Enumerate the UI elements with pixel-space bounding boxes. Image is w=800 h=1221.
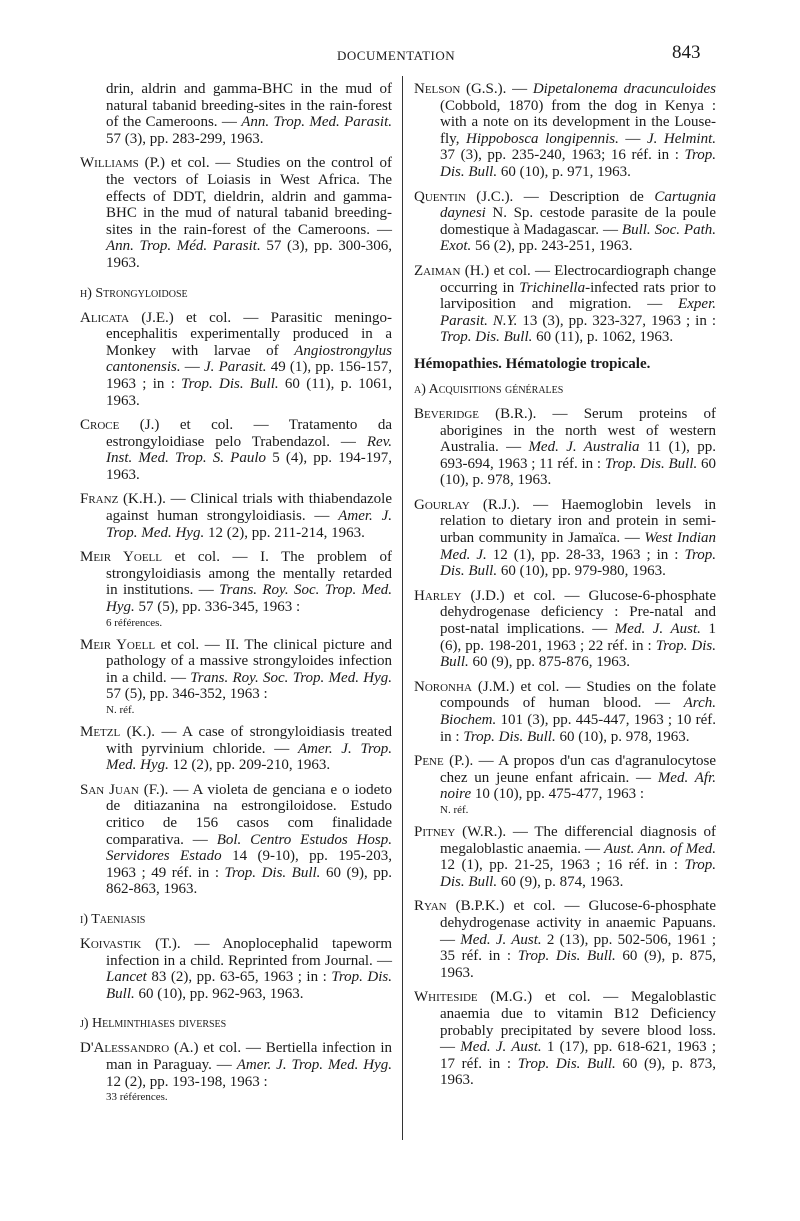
bib-entry <box>80 155 392 271</box>
entry-author: San Juan (F.). <box>80 781 169 798</box>
bib-entry <box>414 898 716 981</box>
entry-text: 57 (3), pp. 283-299, 1963. <box>106 130 264 147</box>
entry-text: drin, aldrin and gamma-BHC in the mud of natural tabanid breeding-sites in the rain-forest of the Cameroons. — <box>106 81 392 131</box>
bib-entry <box>414 989 716 1089</box>
bib-entry <box>80 936 392 1002</box>
reference-note: N. réf. <box>440 803 469 816</box>
entry-italic-text: Trichinella <box>519 279 586 296</box>
entry-italic-text: Trans. Roy. Soc. Trop. Med. Hyg. <box>106 582 392 616</box>
entry-text: et col. — Electrocardiograph change occurring in <box>440 262 717 296</box>
entry-author: Noronha (J.M.) <box>414 678 515 695</box>
entry-author: Meir Yoell <box>80 549 162 566</box>
entry-italic-text: Arch. Biochem. <box>440 695 716 728</box>
entry-italic-text: Angiostrongylus cantonensis. <box>106 342 392 376</box>
entry-text: — <box>618 130 647 147</box>
entry-text: 57 (5), pp. 336-345, 1963 : <box>134 599 301 616</box>
entry-italic-text: Trop. Dis. Bull. <box>224 864 321 881</box>
entry-text: 60 (10), p. 978, 1963. <box>440 455 717 489</box>
section-heading: j) Helminthiases diverses <box>80 1016 227 1032</box>
entry-text: 37 (3), pp. 235-240, 1963; 16 réf. in : <box>440 147 685 164</box>
entry-text: 13 (3), pp. 323-327, 1963 ; in : <box>517 312 716 329</box>
entry-italic-text: Bol. Centro Estudos Hosp. Servidores Estado <box>106 831 392 865</box>
entry-text: — A violeta de genciana e o iodeto de ditiazanina na estrongiloidose. Estudo critico de 156 casos com finalidade comparativa. — <box>106 781 392 848</box>
entry-italic-text: J. Parasit. <box>203 359 267 376</box>
entry-text: 57 (5), pp. 346-352, 1963 : <box>106 686 268 703</box>
entry-italic-text: Trop. Dis. Bull. <box>440 546 716 580</box>
entry-text: 60 (9), p. 874, 1963. <box>497 873 624 890</box>
entry-text: et col. — Megaloblastic anaemia due to vitamin B12 Deficiency probably precipitated by severe blood loss. — <box>440 989 716 1056</box>
reference-note: 6 références. <box>106 616 163 629</box>
bib-entry <box>80 724 392 774</box>
entry-text: — Description de <box>513 188 655 205</box>
entry-text: 12 (2), pp. 193-198, 1963 : <box>106 1073 268 1090</box>
entry-italic-text: Dipetalonema dracunculoides <box>532 81 717 97</box>
entry-author: Pene (P.). <box>414 753 474 770</box>
entry-italic-text: Trop. Dis. Bull. <box>440 857 716 890</box>
entry-text: et col. — Studies on the control of the vectors of Loiasis in West Africa. The effects of DDT, dieldrin, aldrin and gamma-BHC in the mud of natural tabanid breeding-sites in the rain-forest of the Cameroons. — <box>106 155 392 238</box>
right-column <box>414 81 716 1097</box>
entry-text: 57 (3), pp. 300-306, 1963. <box>106 238 392 271</box>
entry-text: 60 (11), p. 1061, 1963. <box>106 375 392 409</box>
entry-italic-text: Ann. Trop. Med. Parasit. <box>241 114 392 131</box>
entry-text: — Serum proteins of aborigines in the north west of western Australia. — <box>440 405 717 456</box>
entry-italic-text: Trop. Dis. Bull. <box>106 969 392 1002</box>
entry-italic-text: Med. J. Aust. <box>614 621 701 638</box>
entry-text: 14 (9-10), pp. 195-203, 1963 ; 49 réf. in : <box>106 848 393 881</box>
entry-author: Zaiman (H.) <box>414 262 490 279</box>
bib-entry <box>414 588 716 671</box>
entry-text: 60 (9), pp. 862-863, 1963. <box>106 864 392 898</box>
entry-italic-text: Med. J. Aust. <box>460 1039 542 1056</box>
entry-text: -infected rats prior to larviposition and migration. — <box>440 279 716 313</box>
entry-text: — <box>506 81 533 97</box>
entry-text: 60 (9), pp. 875-876, 1963. <box>468 654 630 671</box>
bib-entry <box>414 189 716 255</box>
entry-italic-text: Cartugnia daynesi <box>440 188 716 222</box>
entry-italic-text: Trop. Dis. Bull. <box>440 637 717 671</box>
bib-entry <box>80 491 392 541</box>
entry-text: et col. — Bertiella infection in man in Paraguay. — <box>106 1040 392 1073</box>
entry-text: 101 (3), pp. 445-447, 1963 ; 10 réf. in : <box>440 712 716 745</box>
entry-text: et col. — Glucose-6-phosphate dehydrogenase deficiency : Pre-natal and post-natal implications. — <box>440 587 716 638</box>
bib-entry <box>414 81 716 181</box>
entry-text: — Haemoglobin levels in relation to dietary iron and protein in semi-urban community in Jamaïca. — <box>440 496 716 547</box>
section-heading: i) Taeniasis <box>80 911 146 927</box>
entry-italic-text: Med. J. Aust. <box>460 931 542 948</box>
entry-author: Metzl (K.). <box>80 724 155 740</box>
bib-entry <box>80 417 392 483</box>
bib-entry <box>414 679 716 745</box>
entry-text: 60 (11), p. 1062, 1963. <box>532 329 674 346</box>
entry-text: et col. — Studies on the folate compounds of human blood. — <box>440 678 716 712</box>
entry-italic-text: Trop. Dis. Bull. <box>463 728 556 745</box>
entry-text: — The differencial diagnosis of megaloblastic anaemia. — <box>440 823 716 857</box>
entry-text: et col. — I. The problem of strongyloidiasis among the mentally retarded in institutions. — <box>106 549 392 599</box>
entry-author: Croce (J.) <box>80 417 160 434</box>
entry-text: 1 (17), pp. 618-621, 1963 ; 17 réf. in : <box>440 1039 717 1072</box>
entry-text: 10 (10), pp. 475-477, 1963 : <box>471 786 645 803</box>
entry-text: (Cobbold, 1870) from the dog in Kenya : with a note on its development in the Louse-fly, <box>440 97 716 147</box>
entry-author: Whiteside (M.G.) <box>414 989 533 1006</box>
entry-text: 49 (1), pp. 156-157, 1963 ; in : <box>106 359 392 392</box>
entry-text: 12 (2), pp. 211-214, 1963. <box>204 524 365 541</box>
entry-author: Franz (K.H.). <box>80 491 166 508</box>
entry-italic-text: Lancet <box>106 969 147 986</box>
entry-italic-text: Trop. Dis. Bull. <box>440 147 716 180</box>
entry-italic-text: Aust. Ann. of Med. <box>603 840 716 857</box>
main-section-heading: Hémopathies. Hématologie tropicale. <box>414 355 651 372</box>
left-column <box>80 81 392 1111</box>
bib-entry <box>80 637 392 716</box>
entry-author: Williams (P.) <box>80 155 166 172</box>
entry-text: 56 (2), pp. 243-251, 1963. <box>471 238 633 255</box>
entry-italic-text: Med. Afr. noire <box>440 769 717 803</box>
entry-text: — Anoplocephalid tapeworm infection in a child. Reprinted from Journal. — <box>106 935 392 969</box>
entry-italic-text: J. Helmint. <box>646 130 716 147</box>
entry-text: 12 (1), pp. 21-25, 1963 ; 16 réf. in : <box>440 857 685 874</box>
entry-text: 60 (9), p. 873, 1963. <box>440 1055 716 1089</box>
reference-note: N. réf. <box>106 704 135 716</box>
entry-text: — A case of strongyloidiasis treated with pyrvinium chloride. — <box>106 724 392 757</box>
bib-entry <box>80 310 392 410</box>
entry-italic-text: Med. J. Australia <box>528 439 640 456</box>
entry-author: Alicata (J.E.) <box>80 309 174 326</box>
entry-italic-text: Trop. Dis. Bull. <box>440 329 533 346</box>
section-heading: h) Strongyloidose <box>80 285 188 301</box>
entry-author: Gourlay (R.J.). <box>414 496 520 513</box>
entry-italic-text: Trans. Roy. Soc. Trop. Med. Hyg. <box>190 669 392 686</box>
bib-entry <box>414 753 716 816</box>
entry-text: 1 (6), pp. 198-201, 1963 ; 22 réf. in : <box>440 621 716 654</box>
entry-text: 60 (9), p. 875, 1963. <box>440 948 716 981</box>
entry-author: D'Alessandro (A.) <box>80 1040 199 1057</box>
bib-entry <box>414 497 716 580</box>
entry-author: Meir Yoell <box>80 636 156 653</box>
entry-italic-text: Rev. Inst. Med. Trop. S. Paulo <box>106 433 392 467</box>
entry-text: 60 (10), pp. 962-963, 1963. <box>134 985 304 1002</box>
bib-entry <box>414 824 716 890</box>
entry-italic-text: Trop. Dis. Bull. <box>517 948 616 965</box>
entry-italic-text: Amer. J. Trop. Med. Hyg. <box>236 1056 392 1073</box>
entry-text: 12 (2), pp. 209-210, 1963. <box>168 757 331 774</box>
entry-italic-text: Bull. Soc. Path. Exot. <box>440 221 716 255</box>
bib-entry <box>414 406 716 489</box>
entry-italic-text: Trop. Dis. Bull. <box>181 375 279 392</box>
entry-italic-text: Amer. J. Trop. Med. Hyg. <box>106 508 392 541</box>
entry-text: et col. — Parasitic meningo-encephalitis experimentally produced in a Monkey with larvae of <box>106 309 392 359</box>
entry-text: 83 (2), pp. 63-65, 1963 ; in : <box>146 969 332 986</box>
entry-text: 2 (13), pp. 502-506, 1961 ; 35 réf. in : <box>440 931 717 965</box>
entry-author: Harley (J.D.) <box>414 587 505 604</box>
entry-text: 60 (10), p. 978, 1963. <box>555 728 690 745</box>
entry-text: 5 (4), pp. 194-197, 1963. <box>106 450 392 483</box>
entry-author: Ryan (B.P.K.) <box>414 898 505 915</box>
entry-italic-text: Ann. Trop. Méd. Parasit. <box>106 238 261 255</box>
bib-entry <box>414 263 716 346</box>
bib-entry <box>80 81 392 147</box>
column-divider <box>402 76 403 1140</box>
entry-author: Quentin (J.C.). <box>414 188 514 205</box>
entry-text: et col. — II. The clinical picture and pathology of a massive strongyloides infection in a child. — <box>106 636 393 686</box>
bib-entry <box>80 1040 392 1103</box>
entry-italic-text: Amer. J. Trop. Med. Hyg. <box>106 740 392 774</box>
reference-note: 33 références. <box>106 1091 168 1104</box>
page-header <box>0 42 800 70</box>
entry-italic-text: Exper. Parasit. N.Y. <box>440 296 716 329</box>
entry-text: N. Sp. cestode parasite de la poule domestique à Madagascar. — <box>440 205 716 238</box>
entry-italic-text: Hippobosca longipennis. <box>466 130 619 147</box>
entry-text: — Clinical trials with thiabendazole against human strongyloidiasis. — <box>106 491 392 525</box>
entry-author: Koivastik (T.). <box>80 935 181 952</box>
entry-text: 60 (10), p. 971, 1963. <box>497 163 631 180</box>
page-number: 843 <box>672 42 701 63</box>
entry-text: 60 (10), pp. 979-980, 1963. <box>497 563 666 580</box>
entry-author: Nelson (G.S.). <box>414 81 507 97</box>
entry-italic-text: West Indian Med. J. <box>440 530 716 563</box>
entry-text: et col. — Glucose-6-phosphate dehydrogenase activity in anaemic Papuans. — <box>440 898 717 948</box>
bib-entry <box>80 782 392 898</box>
entry-text: — <box>180 359 204 376</box>
entry-text: 12 (1), pp. 28-33, 1963 ; in : <box>486 546 685 563</box>
entry-text: — A propos d'un cas d'agranulocytose chez un jeune enfant africain. — <box>440 753 716 786</box>
entry-author: Beveridge (B.R.). <box>414 405 537 422</box>
bib-entry <box>80 549 392 628</box>
entry-text: et col. — Tratamento da estrongyloidiase pelo Trabendazol. — <box>106 417 392 450</box>
entry-italic-text: Trop. Dis. Bull. <box>604 455 698 472</box>
entry-author: Pitney (W.R.). <box>414 823 507 840</box>
entry-text: 11 (1), pp. 693-694, 1963 ; 11 réf. in : <box>440 439 716 472</box>
entry-italic-text: Trop. Dis. Bull. <box>517 1055 616 1072</box>
running-title: DOCUMENTATION <box>337 48 456 63</box>
section-heading: a) Acquisitions générales <box>414 381 564 397</box>
